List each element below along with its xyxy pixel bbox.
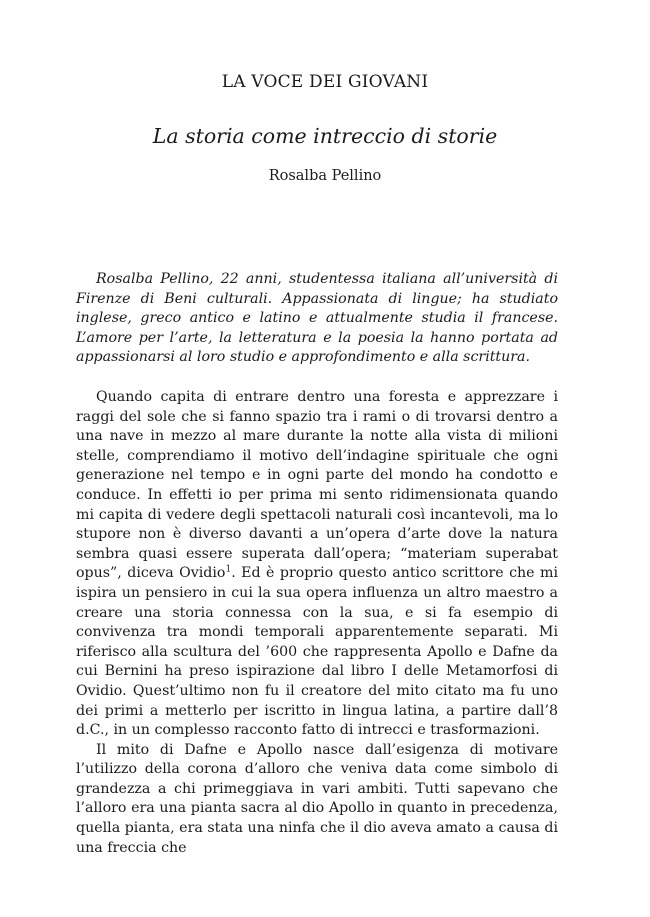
body-paragraph-1 bbox=[76, 388, 558, 741]
footnote-marker[interactable]: 1 bbox=[225, 564, 232, 575]
author-name: Rosalba Pellino bbox=[268, 168, 382, 184]
author-bio: Rosalba Pellino, 22 anni, studentessa italiana all’università di Firenze di Beni culturali. Appassionata di lingue; ha studiato inglese, greco antico e latino e attualmente studia il francese. L’amore per l’arte, la letteratura e la poesia la hanno portata ad appassionarsi al loro studio e approfondimento e alla scrittura. bbox=[76, 271, 558, 365]
body-paragraph-2: Il mito di Dafne e Apollo nasce dall’esigenza di motivare l’utilizzo della corona d’alloro che veniva data come simbolo di grandezza a chi primeggiava in vari ambiti. Tutti sapevano che l’alloro era una pianta sacra al dio Apollo in quanto in precedenza, quella pianta, era stata una ninfa che il dio aveva amato a causa di una freccia che bbox=[76, 741, 558, 856]
article-title: La storia come intreccio di storie bbox=[152, 124, 498, 148]
paragraph-1-text-b: . Ed è proprio questo antico scrittore che mi ispira un pensiero in cui la sua opera influenza un altro maestro a creare una storia connessa con la sua, e si fa esempio di convivenza tra mondi temporali apparentemente separati. Mi riferisco alla scultura del ’600 che rappresenta Apollo e Dafne da cui Bernini ha preso ispirazione dal libro I delle Metamorfosi di Ovidio. Quest’ultimo non fu il creatore del mito citato ma fu uno dei primi a metterlo per iscritto in lingua latina, a partire dall’8 d.C., in un complesso racconto fatto di intrecci e trasformazioni. bbox=[76, 565, 558, 739]
section-heading: LA VOCE DEI GIOVANI bbox=[221, 72, 429, 92]
article-body bbox=[76, 388, 558, 858]
paragraph-1-text-a: Quando capita di entrare dentro una foresta e apprezzare i raggi del sole che si fanno spazio tra i rami o di trovarsi dentro a una nave in mezzo al mare durante la notte alla vista di milioni stelle, comprendiamo il motivo dell’indagine spirituale che ogni generazione nel tempo e in ogni parte del mondo ha condotto e conduce. In effetti io per prima mi sento ridimensionata quando mi capita di vedere degli spettacoli naturali così incantevoli, ma lo stupore non è diverso davanti a un’opera d’arte dove la natura sembra quasi essere superata dall’opera; “materiam superabat opus”, diceva Ovidio bbox=[76, 389, 558, 582]
